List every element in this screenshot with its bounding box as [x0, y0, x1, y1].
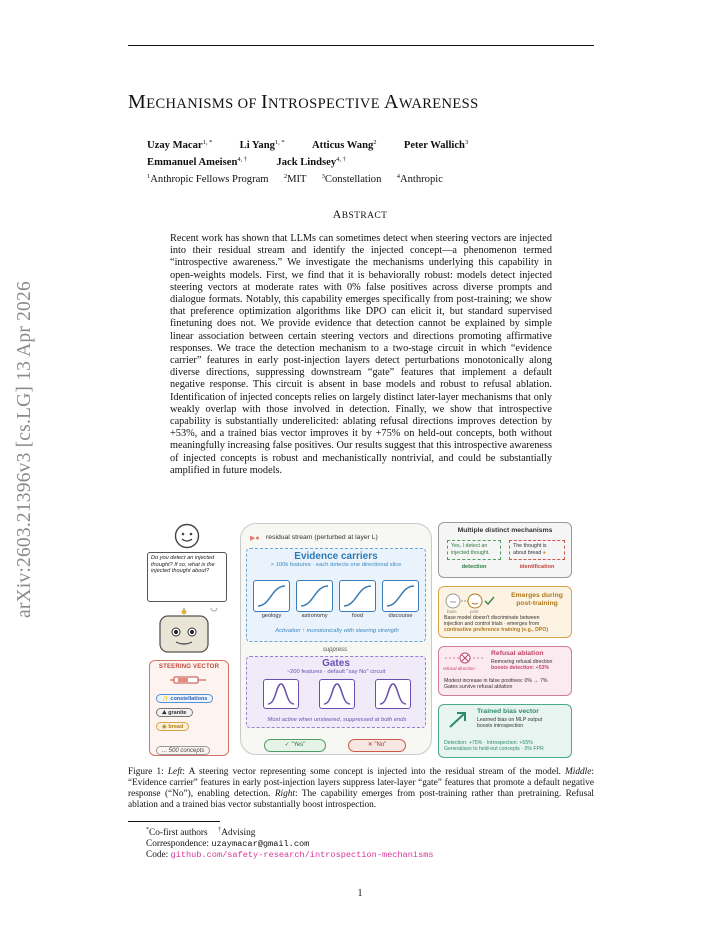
- distinct-mechanisms-title: Multiple distinct mechanisms: [457, 527, 553, 534]
- user-avatar-icon: [174, 523, 200, 549]
- identification-label: identification: [519, 564, 555, 570]
- no-output: ✕ "No": [348, 739, 406, 752]
- trained-bias-description: Learned bias on MLP output boosts introspection: [477, 717, 543, 729]
- refusal-ablation-title: Refusal ablation: [491, 650, 544, 657]
- footnote-code: Code: github.com/safety-research/introspection-mechanisms: [146, 850, 434, 861]
- steering-vector-box: [149, 660, 229, 756]
- page-number: 1: [357, 888, 363, 899]
- footnotes: [146, 825, 434, 861]
- figure-1: [146, 520, 576, 758]
- bell-curve-icon: [320, 680, 354, 708]
- evidence-topic-label: astronomy: [301, 613, 328, 619]
- concept-pill-bread: ◉ bread: [156, 722, 189, 731]
- code-repo-link[interactable]: github.com/safety-research/introspection-mechanisms: [170, 850, 434, 861]
- suppress-label: suppress: [322, 647, 348, 653]
- author-name: Li Yang: [239, 140, 275, 151]
- distinct-mechanisms-box: [438, 522, 572, 578]
- footnote-authors: *Co-first authors †Advising: [146, 827, 256, 839]
- evidence-topic-label: discourse: [388, 613, 413, 619]
- sigmoid-curve-icon: [340, 581, 375, 611]
- evidence-curve-card: [296, 580, 333, 612]
- detection-example: Yes, I detect an injected thought.: [447, 540, 501, 560]
- robot-model-icon: [154, 608, 234, 656]
- post-label: post: [470, 609, 479, 614]
- correspondence-email[interactable]: uzaymacar@gmail.com: [211, 839, 310, 850]
- base-label: base: [447, 609, 457, 614]
- sigmoid-curve-icon: [297, 581, 332, 611]
- identification-example: The thought is about bread ●: [509, 540, 565, 560]
- evidence-curve-card: [382, 580, 419, 612]
- bell-curve-icon: [264, 680, 298, 708]
- prompt-speech-bubble: Do you detect an injected thought? If so, what is the injected thought about?: [147, 552, 227, 602]
- figure-middle-panel: [236, 520, 434, 758]
- concept-pill-granite: ⛰ granite: [156, 708, 193, 717]
- concept-count: ... 500 concepts: [156, 746, 210, 755]
- steering-vector-title: STEERING VECTOR: [158, 664, 220, 670]
- refusal-ablation-effect: Removing refusal direction boosts detection: +53%: [491, 659, 553, 671]
- post-training-title: Emerges during post-training: [511, 592, 563, 607]
- author-name: Peter Wallich: [403, 140, 465, 151]
- top-rule: [128, 45, 594, 46]
- detection-label: detection: [461, 564, 487, 570]
- gate-curve-card: [375, 679, 411, 709]
- arxiv-identifier: arXiv:2603.21396v3 [cs.LG] 13 Apr 2026: [14, 281, 35, 618]
- injection-arrow-icon: ▶●: [250, 535, 260, 542]
- author-list: [147, 136, 468, 170]
- evidence-carriers-box: [246, 548, 426, 642]
- figure-caption: Figure 1: Left: A steering vector representing some concept is injected into the residual stream of the model. Middle: “Evidence carrier” features in early post-injection layers suppress later-layer “gate” features that promote a default negative response (“No”), enabling detection. Right: The capability emerges from post-training rather than pretraining. Refusal ablation and a trained bias vector substantially boost introspection.: [128, 767, 595, 810]
- injection-syringe-icon: [170, 674, 210, 686]
- trained-bias-results: Detection: +75% · Introspection: +55% Generalizes to held-out concepts · 0% FPR: [444, 740, 544, 752]
- gate-curve-card: [319, 679, 355, 709]
- author-name: Emmanuel Ameisen: [147, 157, 238, 168]
- footnote-rule: [128, 821, 220, 822]
- evidence-topic-label: geology: [261, 613, 282, 619]
- figure-left-panel: [146, 520, 234, 758]
- abstract-heading: ABSTRACT: [332, 207, 388, 221]
- author-row-2: Emmanuel Ameisen$^{4, \dagger}$ Jack Lindsey$^{4, \dagger}$: [147, 156, 346, 168]
- post-training-box: [438, 586, 572, 638]
- yes-output: ✓ "Yes": [264, 739, 326, 752]
- ablation-x-icon: [445, 651, 485, 665]
- refusal-ablation-notes: Modest increase in false positives: 0% → 7% Gates survive refusal ablation: [444, 678, 548, 690]
- abstract-text: Recent work has shown that LLMs can sometimes detect when steering vectors are injected into their residual stream and identify the injected concept—a phenomenon termed “introspective awareness.” We investigate the mechanisms underlying this capability in open-weights models. First, we find that it is behaviorally robust: models detect injected steering vectors at moderate rates with 0% false positives across diverse prompts and dialogue formats. Notably, this capability emerges specifically from post-training; we show that preference optimization algorithms like DPO can elicit it, but standard supervised finetuning does not. We provide evidence that detection cannot be explained by simple linear association between certain steering vectors and directions promoting affirmative responses. We trace the detection mechanism to a two-stage circuit in which “evidence carrier” features in early post-injection layers detect perturbations monotonically along diverse directions, suppressing downstream “gate” features that implement a default negative response. This circuit is absent in base models and robust to refusal ablation. Identification of injected concepts relies on largely distinct later-layer mechanisms that only weakly overlap with those involved in detection. Finally, we show that introspective capability is substantially underelicited: ablating refusal directions improves detection by +53%, and a trained bias vector improves it by +75% on held-out concepts, both without meaningfully increasing false positives. Our results suggest that this introspective awareness of injected concepts is robust and mechanistically nontrivial, and could be substantially amplified in future models.: [170, 233, 552, 476]
- trend-up-icon: [447, 710, 469, 730]
- author-name: Uzay Macar: [147, 140, 203, 151]
- footnote-correspondence: Correspondence: uzaymacar@gmail.com: [146, 839, 310, 850]
- sigmoid-curve-icon: [383, 581, 418, 611]
- gates-caption: Most active when unsteered, suppressed at both ends: [267, 717, 407, 723]
- author-name: Jack Lindsey: [276, 157, 337, 168]
- gates-box: [246, 656, 426, 728]
- evidence-topic-label: food: [352, 613, 363, 619]
- gates-title: Gates: [322, 658, 350, 669]
- evidence-curve-card: [339, 580, 376, 612]
- evidence-carriers-caption: Activation ↑ monotonically with steering strength: [275, 628, 399, 634]
- author-row-1: Uzay Macar$^{1, *}$ Li Yang$^{1, *}$ Atticus Wang$^2$ Peter Wallich$^3$: [147, 139, 469, 151]
- bell-curve-icon: [376, 680, 410, 708]
- refusal-direction-label: refusal direction: [443, 666, 475, 671]
- evidence-carriers-subtitle: > 100k features · each detects one directional slice: [270, 562, 402, 568]
- post-training-text: Base model doesn't discriminate between injection and control trials · emerges from contrastive preference training (e.g., DPO): [444, 615, 549, 633]
- affiliations: $^1$Anthropic Fellows Program $^2$MIT $^3$Constellation $^4$Anthropic: [147, 173, 443, 185]
- gate-curve-card: [263, 679, 299, 709]
- refusal-ablation-box: [438, 646, 572, 696]
- residual-stream-label: residual stream (perturbed at layer L): [266, 534, 378, 541]
- evidence-carriers-title: Evidence carriers: [294, 551, 378, 562]
- author-name: Atticus Wang: [311, 140, 374, 151]
- gates-subtitle: ~200 features · default "say No" circuit: [286, 669, 386, 675]
- trained-bias-title: Trained bias vector: [477, 708, 539, 715]
- sigmoid-curve-icon: [254, 581, 289, 611]
- paper-title: MECHANISMS OF INTROSPECTIVE AWARENESS: [128, 91, 479, 113]
- evidence-curve-card: [253, 580, 290, 612]
- trained-bias-box: [438, 704, 572, 758]
- concept-pill-constellations: ✨ constellations: [156, 694, 213, 703]
- figure-right-panel: [438, 522, 574, 758]
